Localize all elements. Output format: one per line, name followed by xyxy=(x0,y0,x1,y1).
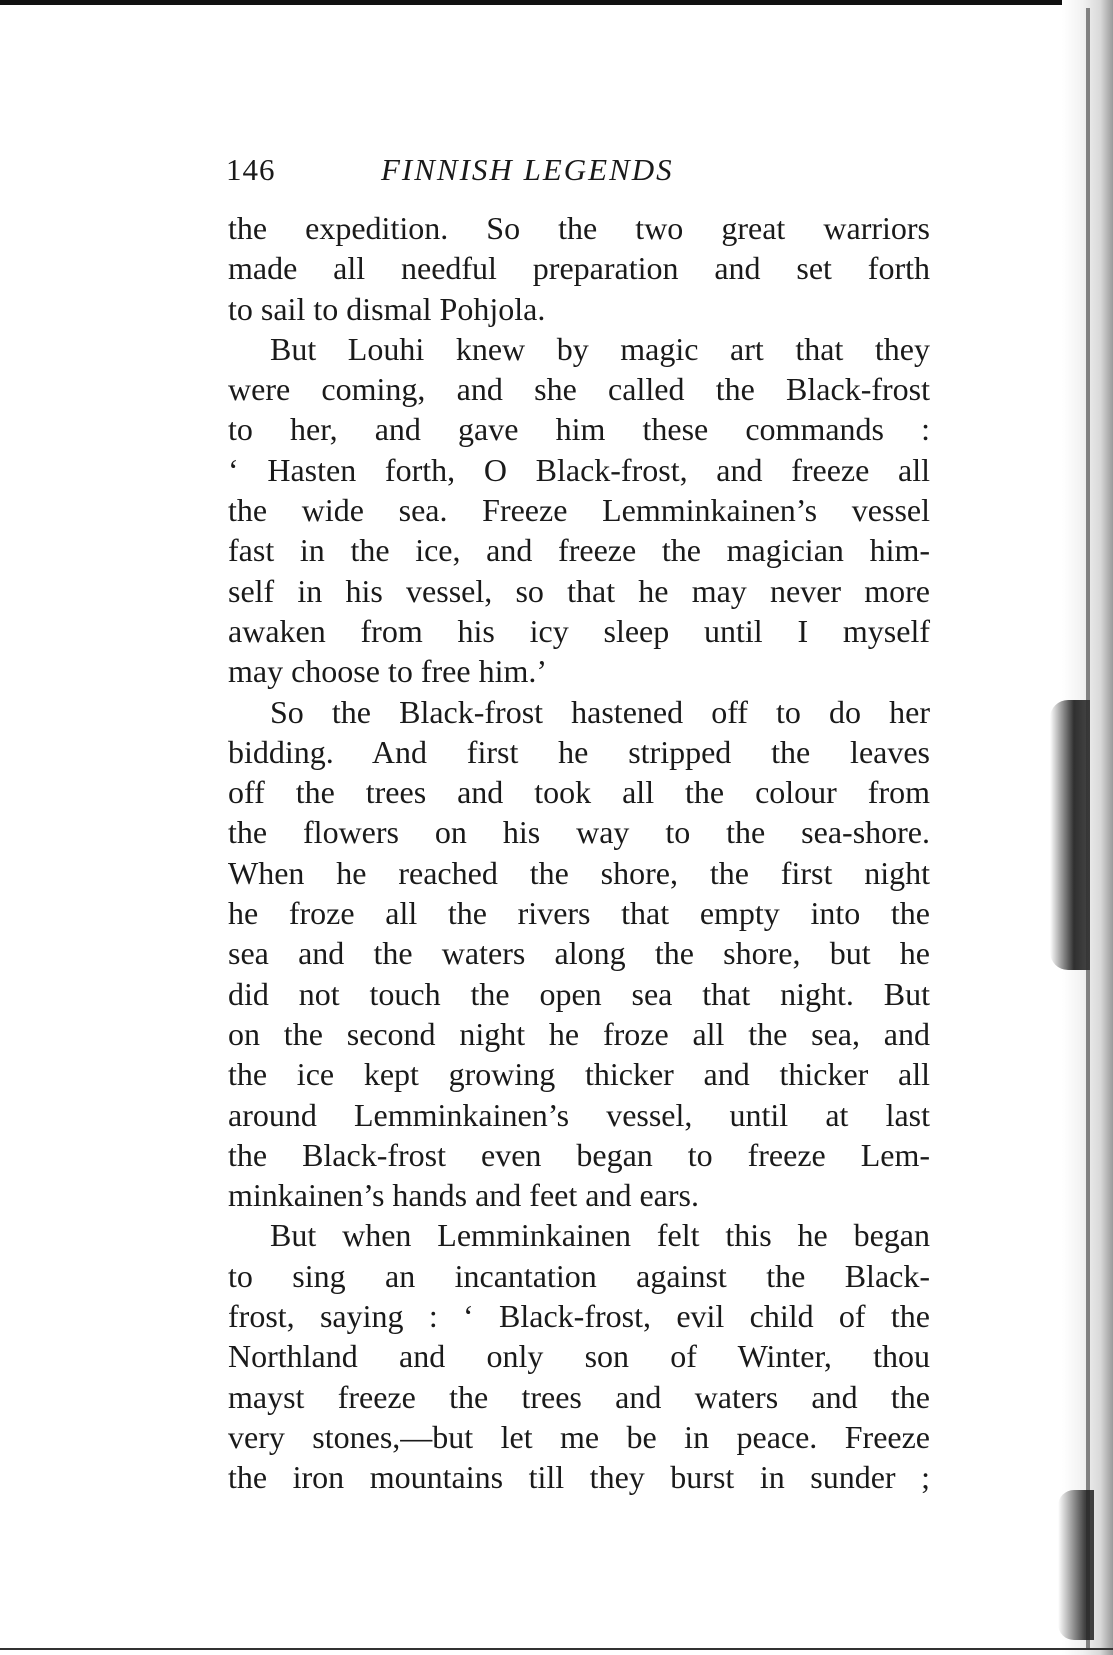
text-line: So the Black-frost hastened off to do her xyxy=(270,693,930,730)
text-line: ‘ Hasten forth, O Black-frost, and freeze all xyxy=(228,451,930,488)
text-line: made all needful preparation and set forth xyxy=(228,250,930,287)
running-title: FINNISH LEGENDS xyxy=(381,152,674,187)
text-line: to sail to dismal Pohjola. xyxy=(228,290,546,327)
text-line: to sing an incantation against the Black- xyxy=(228,1257,930,1294)
bottom-edge-rule xyxy=(0,1648,1113,1650)
text-line: he froze all the rivers that empty into the xyxy=(228,895,930,932)
text-line: the wide sea. Freeze Lemminkainen’s vessel xyxy=(228,492,930,529)
text-line: fast in the ice, and freeze the magician him- xyxy=(228,532,930,569)
text-line: awaken from his icy sleep until I myself xyxy=(228,612,930,649)
text-line: self in his vessel, so that he may never more xyxy=(228,572,930,609)
body-text xyxy=(228,208,930,1498)
text-line: the iron mountains till they burst in sunder ; xyxy=(228,1459,930,1496)
text-line: bidding. And first he stripped the leaves xyxy=(228,733,930,770)
gutter-dark-mark xyxy=(1050,700,1090,970)
text-line: the Black-frost even began to freeze Lem- xyxy=(228,1136,930,1173)
running-head xyxy=(226,148,931,192)
text-line: around Lemminkainen’s vessel, until at last xyxy=(228,1096,930,1133)
text-line: But Louhi knew by magic art that they xyxy=(270,330,930,367)
gutter-dark-mark-lower xyxy=(1058,1490,1094,1640)
text-line: did not touch the open sea that night. But xyxy=(228,975,930,1012)
top-edge-rule xyxy=(0,0,1113,5)
page-number: 146 xyxy=(226,152,276,187)
text-line: Northland and only son of Winter, thou xyxy=(228,1338,930,1375)
text-line: the flowers on his way to the sea-shore. xyxy=(228,814,930,851)
text-line: off the trees and took all the colour from xyxy=(228,774,930,811)
text-line: very stones,—but let me be in peace. Freeze xyxy=(228,1418,930,1455)
text-line: may choose to free him.’ xyxy=(228,653,547,690)
text-line: to her, and gave him these commands : xyxy=(228,411,930,448)
text-line: on the second night he froze all the sea, and xyxy=(228,1015,930,1052)
text-line: the ice kept growing thicker and thicker all xyxy=(228,1056,930,1093)
text-line: frost, saying : ‘ Black-frost, evil child of the xyxy=(228,1298,930,1335)
text-line: mayst freeze the trees and waters and the xyxy=(228,1378,930,1415)
text-line: But when Lemminkainen felt this he began xyxy=(270,1217,930,1254)
text-line: the expedition. So the two great warriors xyxy=(228,210,930,246)
text-line: minkainen’s hands and feet and ears. xyxy=(228,1177,699,1214)
text-line: sea and the waters along the shore, but he xyxy=(228,935,930,972)
text-line: were coming, and she called the Black-frost xyxy=(228,371,930,408)
text-line: When he reached the shore, the first night xyxy=(228,854,930,891)
